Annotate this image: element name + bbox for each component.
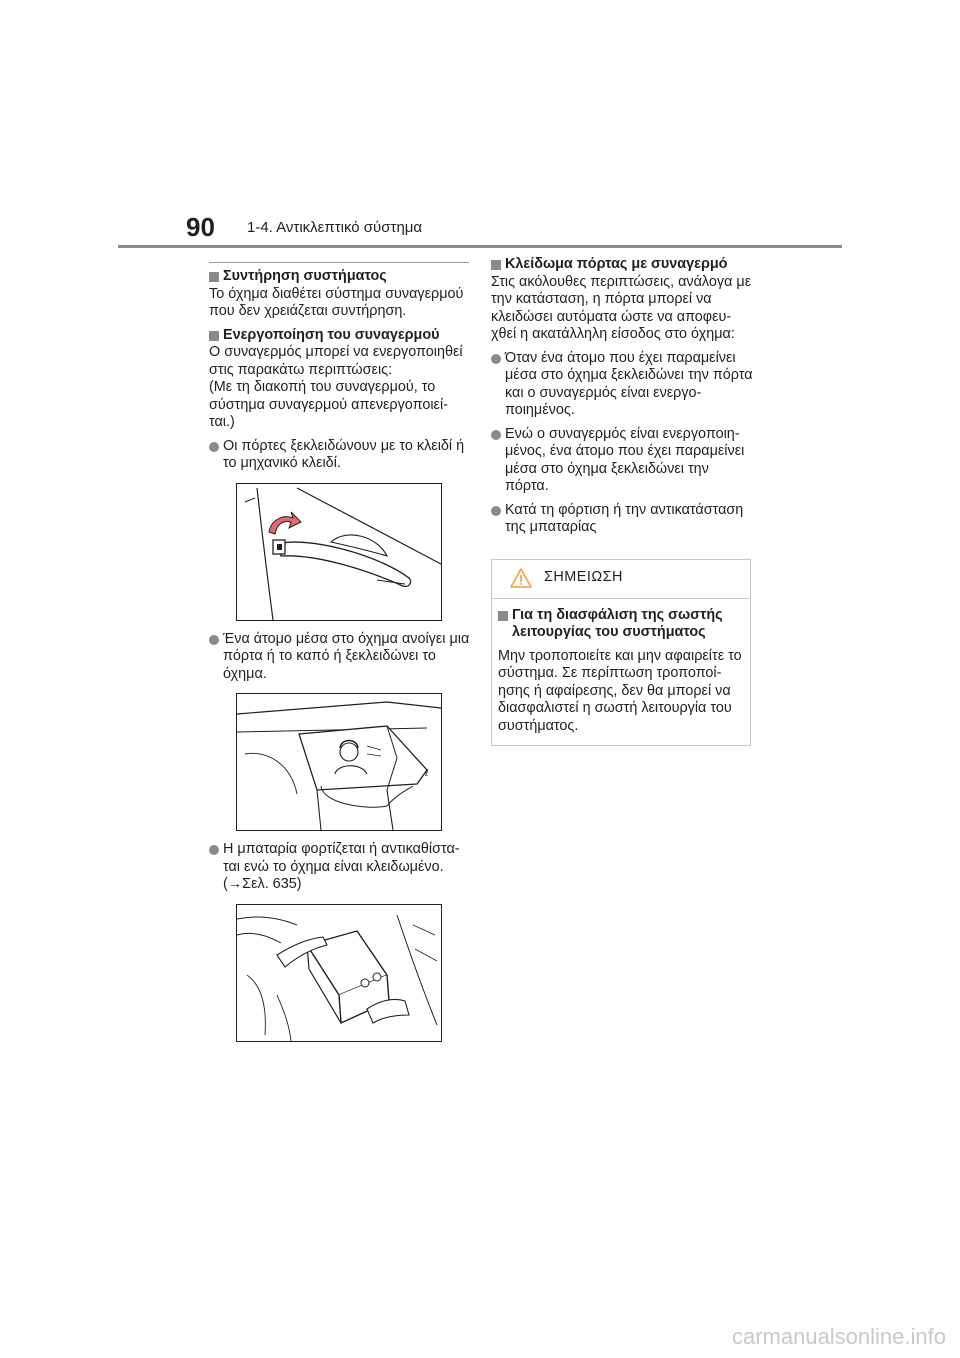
activation-text: Ο συναγερμός μπορεί να ενεργοποιηθεί στις παρακάτω περιπτώσεις: (Με τη διακοπή του συναγερμού, το σύστημα συναγερμού απενεργοποιεί-ται.) [209, 344, 463, 430]
watermark-logo: carmanualsonline.info [731, 1324, 946, 1349]
note-box [491, 559, 751, 747]
maintenance-heading: Συντήρηση συστήματος [209, 268, 471, 286]
bullet-alarm-active-unlock: Ενώ ο συναγερμός είναι ενεργοποιη-μένος, ένα άτομο που έχει παραμείνει μέσα στο όχημα ξεκλειδώνει την πόρτα. [491, 426, 753, 496]
turn-arrow-icon [269, 512, 301, 534]
note-header [492, 560, 750, 599]
figure-battery [236, 904, 442, 1042]
page-number: 90 [186, 212, 215, 242]
door-lock-text: Στις ακόλουθες περιπτώσεις, ανάλογα με την κατάσταση, η πόρτα μπορεί να κλειδώσει αυτόματα ώστε να αποφευ-χθεί η ακατάλληλη είσοδος στο όχημα: [491, 273, 752, 342]
left-column [209, 268, 471, 1052]
figure-door-handle [236, 483, 442, 621]
figure-person-in-car [236, 693, 442, 831]
person-in-car-illustration [237, 694, 441, 830]
bullet-key-unlock: Οι πόρτες ξεκλειδώνουν με το κλειδί ή το μηχανικό κλειδί. [209, 438, 471, 473]
battery-replacement-illustration [237, 905, 441, 1041]
note-label: ΣΗΜΕΙΩΣΗ [544, 568, 623, 585]
note-text: Μην τροποποιείτε και μην αφαιρείτε το σύστημα. Σε περίπτωση τροποποί-ησης ή αφαίρεσης, δεν θα μπορεί να διασφαλιστεί η σωστή λειτουργία του συστήματος. [498, 647, 742, 734]
svg-text:ℓ: ℓ [425, 769, 429, 779]
maintenance-text: Το όχημα διαθέτει σύστημα συναγερμού που δεν χρειάζεται συντήρηση. [209, 285, 464, 319]
bullet-person-unlocks: Όταν ένα άτομο που έχει παραμείνει μέσα στο όχημα ξεκλειδώνει την πόρτα και ο συναγερμός είναι ενεργο-ποιημένος. [491, 350, 753, 420]
column-top-rule [209, 262, 469, 263]
header-rule [118, 245, 842, 248]
section-title: 1-4. Αντικλεπτικό σύστημα [247, 219, 423, 236]
door-handle-illustration [237, 484, 441, 620]
bullet-inside-open: Ένα άτομο μέσα στο όχημα ανοίγει μια πόρτα ή το καπό ή ξεκλειδώνει το όχημα. [209, 631, 471, 684]
right-column [491, 256, 753, 746]
bullet-battery-charge: Η μπαταρία φορτίζεται ή αντικαθίστα-ται ενώ το όχημα είναι κλειδωμένο. (→Σελ. 635) [209, 841, 471, 894]
warning-triangle-icon [510, 568, 532, 588]
door-lock-heading: Κλείδωμα πόρτας με συναγερμό [491, 256, 753, 274]
bullet-battery: Κατά τη φόρτιση ή την αντικατάσταση της μπαταρίας [491, 502, 753, 537]
note-heading: Για τη διασφάλιση της σωστής λειτουργίας του συστήματος [498, 607, 742, 642]
note-body [492, 599, 750, 746]
activation-heading: Ενεργοποίηση του συναγερμού [209, 327, 471, 345]
